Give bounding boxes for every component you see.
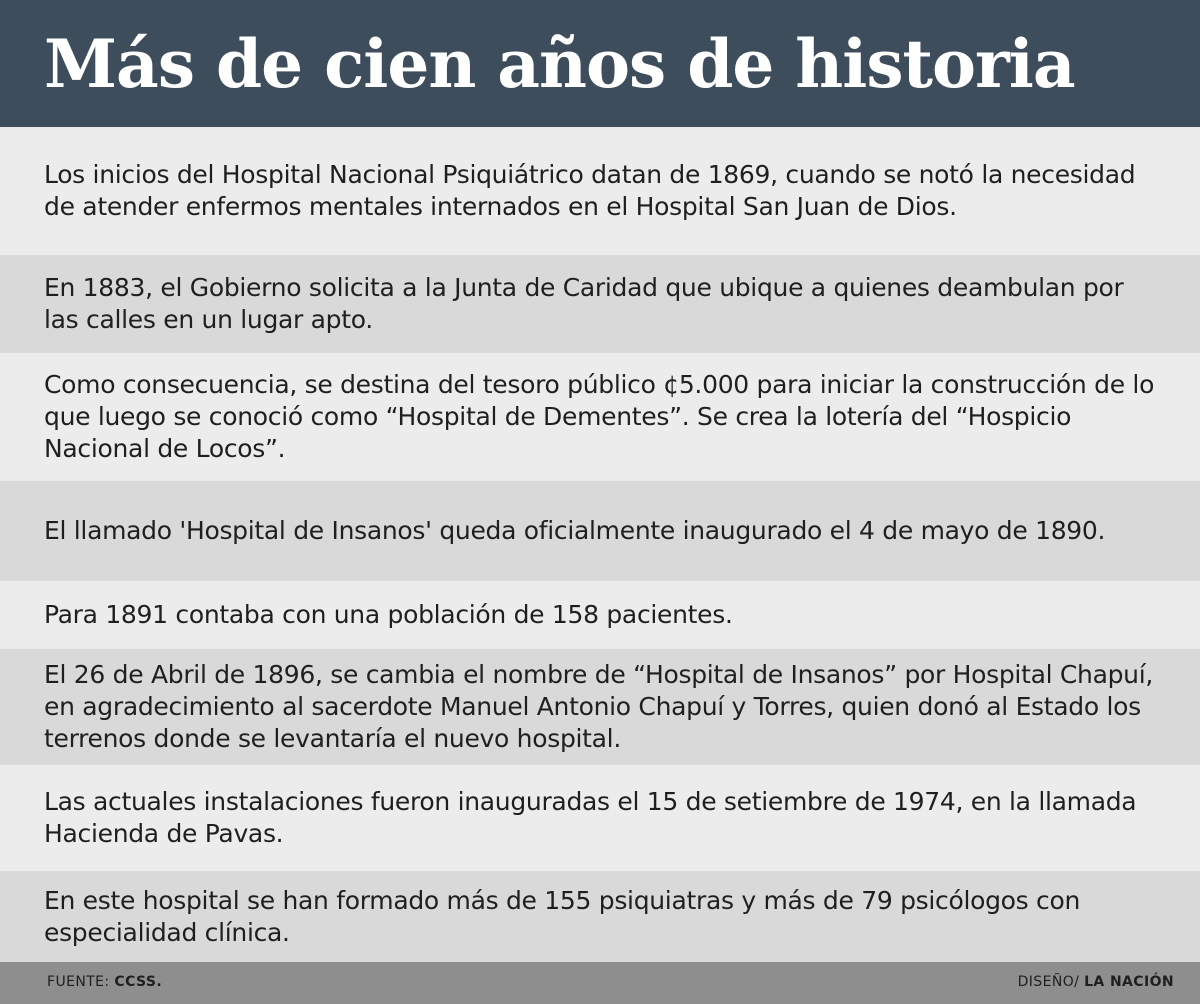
list-item	[0, 581, 1200, 649]
source-value: CCSS.	[114, 974, 163, 990]
page-title: Más de cien años de historia	[44, 25, 1075, 103]
list-item-text: En este hospital se han formado más de 155 psiquiatras y más de 79 psicólogos con especialidad clínica.	[44, 885, 1081, 947]
list-item-text: En 1883, el Gobierno solicita a la Junta de Caridad que ubique a quienes deambulan por las calles en un lugar apto.	[44, 273, 1124, 334]
list-item	[0, 871, 1200, 962]
design-value: LA NACIÓN	[1084, 974, 1174, 990]
list-item-text: El 26 de Abril de 1896, se cambia el nombre de “Hospital de Insanos” por Hospital Chapuí, en agradecimiento al sacerdote Manuel Antonio Chapuí y Torres, quien donó al Estado los terrenos donde se levantaría el nuevo hospital.	[44, 660, 1154, 753]
list-item	[0, 765, 1200, 871]
design-credit	[1018, 974, 1174, 990]
design-label: DISEÑO/	[1017, 974, 1080, 990]
list-item	[0, 255, 1200, 353]
source-credit	[47, 974, 162, 990]
list-item-text: Como consecuencia, se destina del tesoro público ¢5.000 para iniciar la construcción de lo que luego se conoció como “Hospital de Dementes”. Se crea la lotería del “Hospicio Nacional de Locos”.	[44, 370, 1155, 463]
footer-bar	[0, 962, 1200, 1004]
list-item-text: El llamado 'Hospital de Insanos' queda oficialmente inaugurado el 4 de mayo de 1890.	[44, 516, 1106, 545]
list-item	[0, 649, 1200, 765]
header-banner	[0, 0, 1200, 127]
list-item	[0, 127, 1200, 255]
list-item-text: Los inicios del Hospital Nacional Psiquiátrico datan de 1869, cuando se notó la necesidad de atender enfermos mentales internados en el Hospital San Juan de Dios.	[44, 160, 1136, 221]
source-label: FUENTE:	[47, 974, 110, 990]
list-item-text: Para 1891 contaba con una población de 158 pacientes.	[44, 600, 733, 629]
list-item	[0, 481, 1200, 581]
list-item	[0, 353, 1200, 481]
list-item-text: Las actuales instalaciones fueron inauguradas el 15 de setiembre de 1974, en la llamada Hacienda de Pavas.	[44, 787, 1137, 848]
